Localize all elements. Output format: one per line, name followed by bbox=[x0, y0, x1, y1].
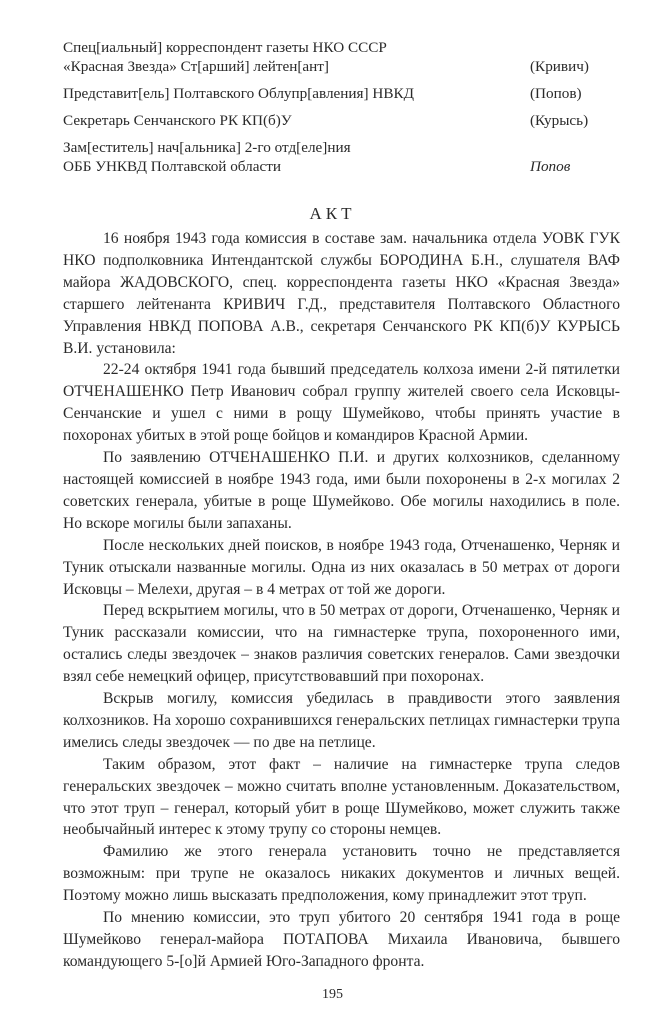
signatory-title bbox=[63, 111, 463, 130]
signatory-block-popov-rep bbox=[63, 84, 620, 103]
signatory-line: Секретарь Сенчанского РК КП(б)У bbox=[63, 112, 292, 129]
signatory-line: Зам[еститель] нач[альника] 2-го отд[еле]ния bbox=[63, 139, 351, 156]
paragraph: Перед вскрытием могилы, что в 50 метрах от дороги, Отченашенко, Черняк и Туник рассказали комиссии, что на гимнастерке трупа, похороненного ими, остались следы звездочек – знаков различия советских генералов. Сами звездочки взял себе немецкий офицер, присутствовавший при похоронах. bbox=[63, 602, 620, 686]
paragraph: Таким образом, этот факт – наличие на гимнастерке трупа следов генеральских звездочек – можно считать вполне установленным. Доказательством, что этот труп – генерал, который убит в роще Шумейково, может служить также необычайный интерес к этому трупу со стороны немцев. bbox=[63, 755, 620, 839]
signatory-block-kurys bbox=[63, 111, 620, 130]
signatory-title bbox=[63, 138, 463, 176]
signature: (Курысь) bbox=[530, 112, 589, 129]
paragraph: Фамилию же этого генерала установить точно не представляется возможным: при трупе не оказалось никаких документов и личных вещей. Поэтому можно лишь высказать предположения, кому принадлежит этот труп. bbox=[63, 843, 620, 905]
signatory-block-krivich bbox=[63, 38, 620, 76]
paragraph: По заявлению ОТЧЕНАШЕНКО П.И. и других колхозников, сделанному настоящей комиссией в ноябре 1943 года, ими были похоронены в 2-х могилах 2 советских генерала, убитые в роще Шумейково. Обе могилы находились в поле. Но вскоре могилы были запаханы. bbox=[63, 449, 620, 532]
signature: (Попов) bbox=[530, 85, 582, 102]
document-body bbox=[63, 228, 620, 973]
signatory-line: ОББ УНКВД Полтавской области bbox=[63, 158, 281, 175]
signatory-block-popov-deputy bbox=[63, 138, 620, 176]
signatory-title bbox=[63, 84, 463, 103]
paragraph: 22-24 октября 1941 года бывший председатель колхоза имени 2-й пятилетки ОТЧЕНАШЕНКО Петр Иванович собрал группу жителей своего села Исковцы-Сенчанские и ушел с ними в рощу Шумейково, чтобы принять участие в похоронах убитых в этой роще бойцов и командиров Красной Армии. bbox=[63, 361, 620, 445]
page-number: 195 bbox=[322, 986, 343, 1002]
signatory-line: Спец[иальный] корреспондент газеты НКО СССР bbox=[63, 39, 387, 56]
signature: (Кривич) bbox=[530, 58, 589, 75]
signatory-title bbox=[63, 38, 463, 76]
paragraph: После нескольких дней поисков, в ноябре 1943 года, Отченашенко, Черняк и Туник отыскали названные могилы. Одна из них оказалась в 50 метрах от дороги Исковцы – Мелехи, другая – в 4 метрах от той же дороги. bbox=[63, 536, 620, 598]
signature: Попов bbox=[530, 158, 571, 175]
document-title: АКТ bbox=[309, 204, 356, 223]
paragraph: По мнению комиссии, это труп убитого 20 сентября 1941 года в роще Шумейково генерал-майора ПОТАПОВА Михаила Ивановича, бывшего командующего 5-[о]й Армией Юго-Западного фронта. bbox=[63, 909, 620, 970]
paragraph: 16 ноября 1943 года комиссия в составе зам. начальника отдела УОВК ГУК НКО подполковника Интендантской службы БОРОДИНА Б.Н., слушателя ВАФ майора ЖАДОВСКОГО, спец. корреспондента газеты НКО «Красная Звезда» старшего лейтенанта КРИВИЧ Г.Д., представителя Полтавского Областного Управления НВКД ПОПОВА А.В., секретаря Сенчанского РК КП(б)У КУРЫСЬ В.И. установила: bbox=[63, 230, 620, 357]
signatory-line: «Красная Звезда» Ст[арший] лейтен[ант] bbox=[63, 58, 329, 75]
paragraph: Вскрыв могилу, комиссия убедилась в правдивости этого заявления колхозников. На хорошо сохранившихся генеральских петлицах гимнастерки трупа имелись следы звездочек — по две на петлице. bbox=[63, 690, 620, 751]
signatory-line: Представит[ель] Полтавского Облупр[авления] НВКД bbox=[63, 85, 414, 102]
